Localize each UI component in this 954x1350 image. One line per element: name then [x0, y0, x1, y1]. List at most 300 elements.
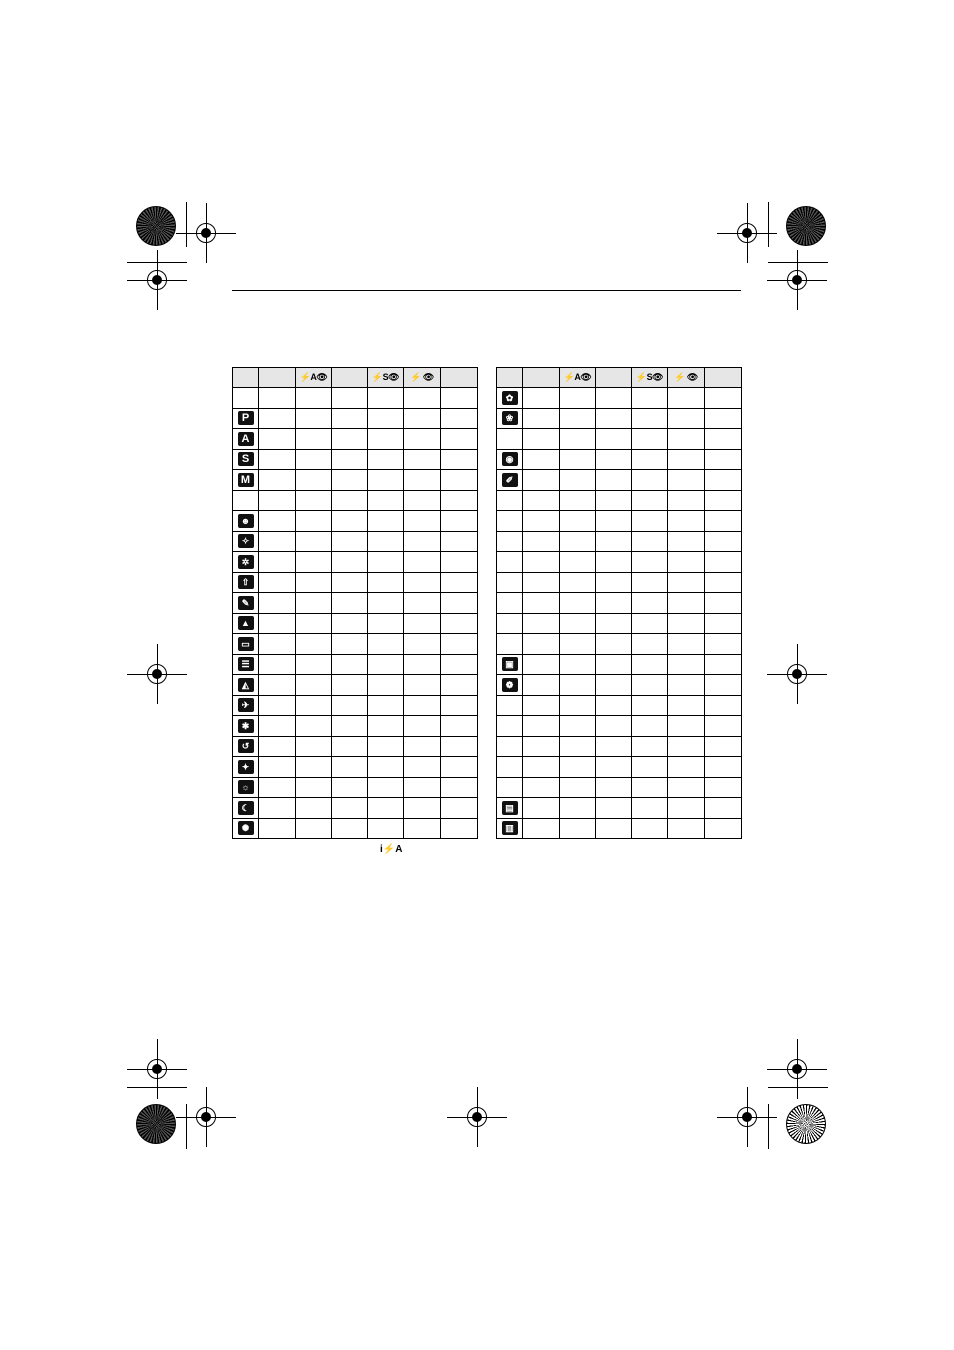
table-cell: [668, 654, 705, 675]
table-cell: [705, 388, 742, 409]
table-cell: [296, 757, 332, 778]
table-cell: [596, 695, 632, 716]
table-cell: [560, 675, 596, 696]
table-cell: [404, 757, 441, 778]
table-cell: [441, 675, 478, 696]
table-cell: [441, 470, 478, 491]
mode-icon-cell: [497, 777, 523, 798]
table-cell: [668, 429, 705, 450]
table-cell: [259, 634, 296, 655]
table-cell: [332, 654, 368, 675]
footnote-auto-flash-icon: i⚡A: [380, 844, 403, 855]
table-cell: [296, 818, 332, 839]
table-cell: [560, 695, 596, 716]
table-row: [497, 511, 742, 532]
flash-setting-icon: ⚡S👁: [635, 372, 664, 382]
table-cell: [404, 552, 441, 573]
flash-setting-icon: ⚡A👁: [299, 372, 328, 382]
table-cell: [259, 572, 296, 593]
column-header: [332, 368, 368, 388]
table-cell: [332, 388, 368, 409]
portrait-scene-icon: ☻: [238, 514, 254, 528]
table-cell: [596, 429, 632, 450]
table-cell: [296, 408, 332, 429]
column-header: [596, 368, 632, 388]
table-cell: [296, 736, 332, 757]
column-header: [705, 368, 742, 388]
table-cell: [296, 388, 332, 409]
table-cell: [404, 613, 441, 634]
table-cell: [523, 716, 560, 737]
table-row: [233, 470, 478, 491]
table-cell: [705, 777, 742, 798]
registration-mark-icon: [797, 280, 798, 281]
mode-icon-cell: [497, 593, 523, 614]
table-row: [233, 552, 478, 573]
table-row: [233, 429, 478, 450]
crop-mark: [186, 202, 187, 247]
table-row: [497, 531, 742, 552]
table-cell: [259, 490, 296, 511]
table-cell: [632, 695, 668, 716]
table-cell: [441, 449, 478, 470]
table-cell: [596, 798, 632, 819]
table-cell: [368, 818, 404, 839]
table-cell: [632, 736, 668, 757]
mode-icon-cell: [233, 449, 259, 470]
table-cell: [705, 490, 742, 511]
flash-mode-table-right: [496, 367, 742, 839]
table-cell: [441, 716, 478, 737]
table-cell: [668, 716, 705, 737]
table-cell: [560, 511, 596, 532]
table-cell: [368, 654, 404, 675]
table-cell: [368, 777, 404, 798]
table-cell: [705, 408, 742, 429]
table-cell: [368, 449, 404, 470]
table-cell: [668, 757, 705, 778]
table-cell: [523, 613, 560, 634]
table-cell: [404, 798, 441, 819]
flash-setting-icon: ⚡ 👁: [674, 372, 698, 382]
table-cell: [523, 593, 560, 614]
table-cell: [668, 388, 705, 409]
table-cell: [596, 654, 632, 675]
table-cell: [296, 695, 332, 716]
table-cell: [368, 757, 404, 778]
table-cell: [259, 388, 296, 409]
table-cell: [705, 572, 742, 593]
table-cell: [296, 634, 332, 655]
table-cell: [668, 736, 705, 757]
table-cell: [332, 572, 368, 593]
table-cell: [441, 490, 478, 511]
table-cell: [596, 736, 632, 757]
table-cell: [705, 695, 742, 716]
table-row: [233, 818, 478, 839]
table-cell: [596, 757, 632, 778]
mode-icon-cell: [233, 531, 259, 552]
table-cell: [560, 798, 596, 819]
table-cell: [332, 593, 368, 614]
table-cell: [596, 531, 632, 552]
table-row: [233, 798, 478, 819]
table-cell: [632, 777, 668, 798]
table-cell: [632, 449, 668, 470]
mode-icon-cell: [497, 757, 523, 778]
table-cell: [368, 798, 404, 819]
table-cell: [441, 654, 478, 675]
table-cell: [632, 798, 668, 819]
table-cell: [296, 490, 332, 511]
table-cell: [441, 572, 478, 593]
table-row: [233, 777, 478, 798]
panorama-scene-icon: ▭: [238, 637, 254, 651]
column-header: [296, 368, 332, 388]
mode-icon-cell: [233, 388, 259, 409]
table-cell: [523, 531, 560, 552]
architecture-scene-icon: ☰: [238, 657, 254, 671]
table-cell: [404, 531, 441, 552]
mode-icon-cell: [497, 408, 523, 429]
table-cell: [560, 818, 596, 839]
registration-mark-icon: [157, 1069, 158, 1070]
mode-icon-cell: [497, 818, 523, 839]
registration-mark-icon: [477, 1117, 478, 1118]
manual-exposure-icon: M: [238, 473, 254, 487]
table-cell: [523, 449, 560, 470]
table-cell: [259, 531, 296, 552]
table-cell: [332, 798, 368, 819]
table-cell: [705, 593, 742, 614]
table-cell: [523, 757, 560, 778]
table-cell: [632, 757, 668, 778]
table-cell: [332, 675, 368, 696]
table-cell: [368, 695, 404, 716]
crop-mark: [768, 1087, 828, 1088]
table-cell: [668, 511, 705, 532]
table-row: [233, 449, 478, 470]
table-cell: [668, 675, 705, 696]
table-cell: [368, 675, 404, 696]
table-cell: [560, 777, 596, 798]
mode-icon-cell: [233, 716, 259, 737]
table-cell: [632, 408, 668, 429]
table-cell: [259, 675, 296, 696]
table-cell: [596, 818, 632, 839]
table-cell: [668, 490, 705, 511]
column-header: [632, 368, 668, 388]
table-cell: [368, 552, 404, 573]
table-cell: [668, 593, 705, 614]
table-cell: [560, 531, 596, 552]
mode-icon-cell: [233, 675, 259, 696]
table-cell: [705, 634, 742, 655]
table-cell: [560, 552, 596, 573]
table-cell: [668, 798, 705, 819]
mode-icon-cell: [497, 613, 523, 634]
table-cell: [368, 593, 404, 614]
table-cell: [441, 552, 478, 573]
table-row: [233, 408, 478, 429]
mode-icon-cell: [233, 634, 259, 655]
table-cell: [368, 572, 404, 593]
table-row: [497, 736, 742, 757]
table-cell: [259, 695, 296, 716]
mode-icon-cell: [497, 552, 523, 573]
table-cell: [332, 490, 368, 511]
mode-icon-cell: [497, 388, 523, 409]
table-cell: [705, 470, 742, 491]
table-cell: [441, 777, 478, 798]
table-row: [497, 429, 742, 450]
table-cell: [560, 654, 596, 675]
table-cell: [596, 490, 632, 511]
mode-icon-cell: [233, 408, 259, 429]
table-cell: [332, 716, 368, 737]
table-cell: [705, 675, 742, 696]
table-row: [233, 695, 478, 716]
column-header: [523, 368, 560, 388]
table-cell: [259, 757, 296, 778]
mode-icon-cell: [233, 572, 259, 593]
table-cell: [296, 552, 332, 573]
party-scene-icon: ✿: [502, 391, 518, 405]
pet-scene-icon: ◉: [502, 452, 518, 466]
table-cell: [404, 593, 441, 614]
mode-icon-cell: [497, 798, 523, 819]
flash-setting-icon: ⚡ 👁: [410, 372, 434, 382]
table-cell: [332, 449, 368, 470]
table-cell: [441, 429, 478, 450]
mode-icon-cell: [233, 736, 259, 757]
table-cell: [668, 634, 705, 655]
mode-icon-cell: [497, 716, 523, 737]
registration-mark-icon: [206, 1117, 207, 1118]
table-row: [497, 695, 742, 716]
table-cell: [296, 716, 332, 737]
table-cell: [296, 675, 332, 696]
flash-setting-icon: ⚡S👁: [371, 372, 400, 382]
column-header: [441, 368, 478, 388]
table-cell: [523, 572, 560, 593]
table-cell: [632, 470, 668, 491]
registration-mark-icon: [747, 1117, 748, 1118]
mode-icon-cell: [233, 593, 259, 614]
table-cell: [632, 511, 668, 532]
table-cell: [332, 408, 368, 429]
table-cell: [259, 511, 296, 532]
table-cell: [705, 736, 742, 757]
column-header: [404, 368, 441, 388]
table-cell: [668, 572, 705, 593]
mode-icon-cell: [497, 675, 523, 696]
table-cell: [596, 613, 632, 634]
table-cell: [332, 531, 368, 552]
table-cell: [441, 511, 478, 532]
table-cell: [705, 757, 742, 778]
table-cell: [332, 818, 368, 839]
table-cell: [296, 572, 332, 593]
table-cell: [441, 695, 478, 716]
table-row: [497, 470, 742, 491]
table-cell: [368, 490, 404, 511]
table-cell: [668, 695, 705, 716]
table-cell: [632, 572, 668, 593]
flash-mode-table-left: [232, 367, 478, 839]
registration-mark-icon: [797, 1069, 798, 1070]
table-cell: [705, 531, 742, 552]
table-cell: [441, 388, 478, 409]
table-cell: [404, 716, 441, 737]
table-cell: [332, 613, 368, 634]
column-header: [668, 368, 705, 388]
table-row: [233, 572, 478, 593]
table-row: [233, 490, 478, 511]
table-cell: [296, 798, 332, 819]
table-cell: [259, 429, 296, 450]
table-row: [497, 654, 742, 675]
crop-mark: [768, 1104, 769, 1149]
table-row: [233, 757, 478, 778]
table-cell: [596, 593, 632, 614]
pinhole-scene-icon: ▤: [502, 801, 518, 815]
table-cell: [523, 675, 560, 696]
fireworks-scene-icon: ✺: [238, 821, 254, 835]
table-cell: [332, 777, 368, 798]
table-cell: [705, 798, 742, 819]
table-cell: [404, 429, 441, 450]
program-mode-icon: P: [238, 411, 254, 425]
table-row: [497, 716, 742, 737]
table-cell: [560, 613, 596, 634]
table-cell: [596, 511, 632, 532]
table-cell: [332, 429, 368, 450]
table-cell: [441, 798, 478, 819]
table-row: [233, 593, 478, 614]
column-header: [233, 368, 259, 388]
table-cell: [705, 654, 742, 675]
table-cell: [632, 593, 668, 614]
mode-icon-cell: [497, 449, 523, 470]
table-cell: [632, 531, 668, 552]
night-portrait-icon: ☼: [238, 780, 254, 794]
table-cell: [404, 408, 441, 429]
table-cell: [705, 552, 742, 573]
table-cell: [259, 408, 296, 429]
table-cell: [596, 716, 632, 737]
mode-icon-cell: [233, 470, 259, 491]
mode-icon-cell: [497, 429, 523, 450]
table-cell: [404, 490, 441, 511]
mode-icon-cell: [233, 695, 259, 716]
table-cell: [560, 490, 596, 511]
column-header: [368, 368, 404, 388]
table-cell: [296, 593, 332, 614]
table-cell: [441, 408, 478, 429]
table-row: [497, 408, 742, 429]
table-cell: [523, 634, 560, 655]
shutter-priority-icon: S: [238, 452, 254, 466]
table-cell: [259, 613, 296, 634]
table-cell: [404, 654, 441, 675]
mode-icon-cell: [497, 634, 523, 655]
table-row: [497, 613, 742, 634]
column-header: [497, 368, 523, 388]
registration-mark-icon: [206, 233, 207, 234]
mode-icon-cell: [233, 757, 259, 778]
table-cell: [404, 511, 441, 532]
self-portrait-scene-icon: ⇧: [238, 575, 254, 589]
table-cell: [259, 716, 296, 737]
table-cell: [523, 429, 560, 450]
table-cell: [668, 408, 705, 429]
column-header: [560, 368, 596, 388]
table-cell: [259, 593, 296, 614]
baby-scene-icon: ↺: [238, 739, 254, 753]
table-cell: [368, 634, 404, 655]
crop-mark: [186, 1104, 187, 1149]
photo-frame-icon: ▣: [502, 657, 518, 671]
table-cell: [668, 531, 705, 552]
table-cell: [632, 388, 668, 409]
table-cell: [296, 429, 332, 450]
table-cell: [705, 613, 742, 634]
header-rule: [232, 290, 741, 291]
table-cell: [560, 429, 596, 450]
table-cell: [404, 634, 441, 655]
table-cell: [632, 716, 668, 737]
registration-mark-icon: [747, 233, 748, 234]
table-cell: [560, 634, 596, 655]
table-cell: [368, 429, 404, 450]
registration-mark-icon: [797, 674, 798, 675]
table-cell: [259, 777, 296, 798]
table-cell: [632, 490, 668, 511]
color-rosette-icon: [136, 1104, 176, 1144]
registration-mark-icon: [157, 674, 158, 675]
table-cell: [404, 470, 441, 491]
table-cell: [404, 572, 441, 593]
table-row: [233, 531, 478, 552]
table-cell: [596, 388, 632, 409]
food-scene-icon: ❀: [502, 411, 518, 425]
table-cell: [523, 654, 560, 675]
table-cell: [332, 757, 368, 778]
table-cell: [560, 736, 596, 757]
soft-skin-scene-icon: ✧: [238, 534, 254, 548]
mode-icon-cell: [497, 511, 523, 532]
color-rosette-icon: [786, 1104, 826, 1144]
table-cell: [560, 449, 596, 470]
table-cell: [523, 818, 560, 839]
flash-setting-icon: ⚡A👁: [563, 372, 592, 382]
table-cell: [368, 736, 404, 757]
column-header: [259, 368, 296, 388]
table-row: [233, 675, 478, 696]
table-cell: [632, 675, 668, 696]
table-cell: [332, 695, 368, 716]
table-cell: [668, 449, 705, 470]
mode-icon-cell: [233, 654, 259, 675]
table-cell: [596, 572, 632, 593]
table-cell: [560, 470, 596, 491]
table-cell: [560, 572, 596, 593]
table-cell: [368, 716, 404, 737]
table-cell: [332, 470, 368, 491]
scenery-scene-icon: ▲: [238, 616, 254, 630]
table-row: [497, 818, 742, 839]
